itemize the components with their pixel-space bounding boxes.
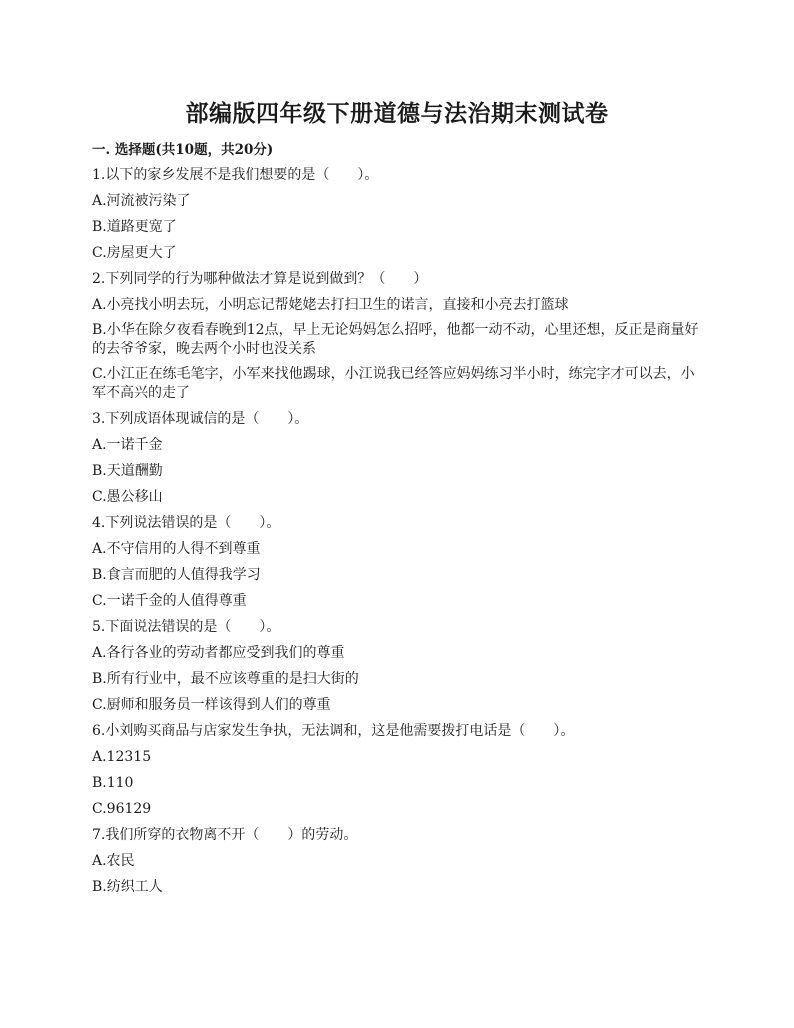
option: A.12315 (92, 749, 152, 765)
option: C.房屋更大了 (92, 245, 177, 261)
question-6 (92, 721, 702, 819)
question-stem: 3.下列成语体现诚信的是（ ）。 (92, 411, 309, 427)
option: A.各行各业的劳动者都应受到我们的尊重 (92, 645, 345, 661)
option: C.厨师和服务员一样该得到人们的尊重 (92, 697, 331, 713)
option: C.96129 (92, 801, 152, 817)
option: B.小华在除夕夜看春晚到12点，早上无论妈妈怎么招呼，他都一动不动，心里还想，反正是商量好的去爷爷家，晚去两个小时也没关系 (92, 322, 699, 357)
question-4 (92, 513, 702, 611)
option: B.纺织工人 (92, 879, 163, 895)
option: C.愚公移山 (92, 489, 163, 505)
question-stem: 7.我们所穿的衣物离不开（ ）的劳动。 (92, 827, 358, 843)
option: A.小亮找小明去玩，小明忘记帮姥姥去打扫卫生的诺言，直接和小亮去打篮球 (92, 297, 569, 313)
question-1 (92, 165, 702, 263)
question-stem: 5.下面说法错误的是（ ）。 (92, 619, 281, 635)
section-heading: 一. 选择题(共10题，共20分) (92, 142, 274, 158)
option: B.天道酬勤 (92, 463, 163, 479)
option: C.小江正在练毛笔字，小军来找他踢球，小江说我已经答应妈妈练习半小时，练完字才可以去，小军不高兴的走了 (92, 366, 695, 401)
option: A.不守信用的人得不到尊重 (92, 541, 261, 557)
page-title: 部编版四年级下册道德与法治期末测试卷 (185, 100, 609, 127)
option: B.道路更宽了 (92, 219, 177, 235)
option: A.河流被污染了 (92, 193, 191, 209)
question-stem: 1.以下的家乡发展不是我们想要的是（ ）。 (92, 167, 379, 183)
option: B.所有行业中，最不应该尊重的是扫大街的 (92, 671, 359, 687)
question-stem: 6.小刘购买商品与店家发生争执，无法调和，这是他需要拨打电话是（ ）。 (92, 723, 575, 739)
question-stem: 2.下列同学的行为哪种做法才算是说到做到？（ ） (92, 271, 428, 287)
question-3 (92, 409, 702, 507)
option: B.食言而肥的人值得我学习 (92, 567, 261, 583)
option: B.110 (92, 775, 134, 791)
option: C.一诺千金的人值得尊重 (92, 593, 247, 609)
question-5 (92, 617, 702, 715)
option: A.一诺千金 (92, 437, 163, 453)
question-7 (92, 825, 702, 897)
option: A.农民 (92, 853, 135, 869)
question-stem: 4.下列说法错误的是（ ）。 (92, 515, 281, 531)
question-2 (92, 269, 702, 403)
